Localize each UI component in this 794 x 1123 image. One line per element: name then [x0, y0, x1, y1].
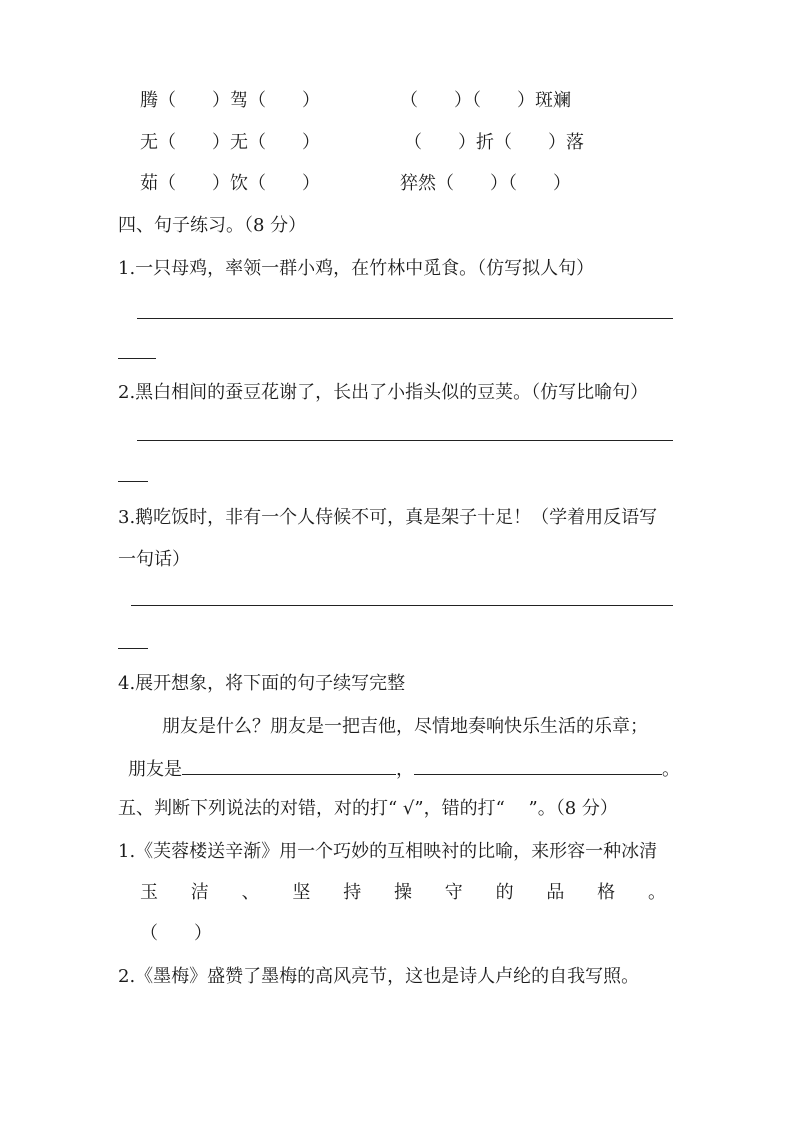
- char: 持: [343, 882, 362, 903]
- idiom-row-2-right: （ ）折（ ）落: [404, 132, 584, 153]
- question-4-3-line2: 一句话）: [118, 549, 190, 570]
- question-4-1: 1.一只母鸡，率领一群小鸡，在竹林中觅食。（仿写拟人句）: [118, 258, 595, 279]
- char: 洁: [190, 882, 209, 903]
- idiom-row-3-left: 茹（ ）饮（ ）: [140, 173, 320, 194]
- section-5-heading: 五、判断下列说法的对错，对的打“ √”，错的打“ ”。（8 分）: [118, 798, 618, 819]
- answer-line-4-2[interactable]: [137, 440, 673, 441]
- answer-line-4-3[interactable]: [131, 605, 673, 606]
- question-4-4: 4.展开想象，将下面的句子续写完整: [118, 673, 406, 694]
- question-4-3-line1: 3.鹅吃饭时，非有一个人侍候不可，真是架子十足！（学着用反语写: [118, 507, 658, 528]
- fill-blank-2[interactable]: [414, 756, 662, 775]
- question-5-1-line1: 1.《芙蓉楼送辛渐》用一个巧妙的互相映衬的比喻，来形容一种冰清: [118, 841, 658, 862]
- char: 格: [597, 882, 616, 903]
- idiom-row-1-right: （ ）（ ）斑斓: [400, 90, 571, 111]
- fill-blank-1[interactable]: [182, 756, 396, 775]
- char: 玉: [140, 882, 158, 903]
- question-4-2: 2.黑白相间的蚕豆花谢了，长出了小指头似的豆荚。（仿写比喻句）: [118, 382, 649, 403]
- fill-prefix: 朋友是: [128, 759, 182, 780]
- idiom-row-2-left: 无（ ）无（ ）: [140, 132, 320, 153]
- char: 、: [241, 882, 260, 903]
- idiom-row-3-right: 猝然（ ）（ ）: [400, 173, 571, 194]
- char: 的: [495, 882, 514, 903]
- answer-line-4-1[interactable]: [137, 318, 673, 319]
- section-4-heading: 四、句子练习。（8 分）: [118, 215, 307, 236]
- answer-line-4-3-tail[interactable]: [118, 648, 148, 649]
- char: 坚: [292, 882, 311, 903]
- fill-comma: ，: [396, 759, 414, 780]
- idiom-row-1-left: 腾（ ）驾（ ）: [140, 90, 320, 111]
- answer-line-4-1-tail[interactable]: [118, 358, 156, 359]
- answer-line-4-2-tail[interactable]: [118, 481, 148, 482]
- char: 品: [546, 882, 565, 903]
- question-5-1-line2: [140, 881, 666, 905]
- question-5-2: 2.《墨梅》盛赞了墨梅的高风亮节，这也是诗人卢纶的自我写照。: [118, 966, 640, 987]
- answer-paren-5-1[interactable]: （ ）: [140, 923, 212, 944]
- fill-end: 。: [662, 759, 680, 780]
- question-4-4-fill: [128, 756, 680, 782]
- char: 守: [444, 882, 463, 903]
- char: 。: [647, 882, 666, 903]
- question-4-4-example: 朋友是什么？朋友是一把吉他，尽情地奏响快乐生活的乐章；: [162, 716, 648, 737]
- char: 操: [393, 882, 412, 903]
